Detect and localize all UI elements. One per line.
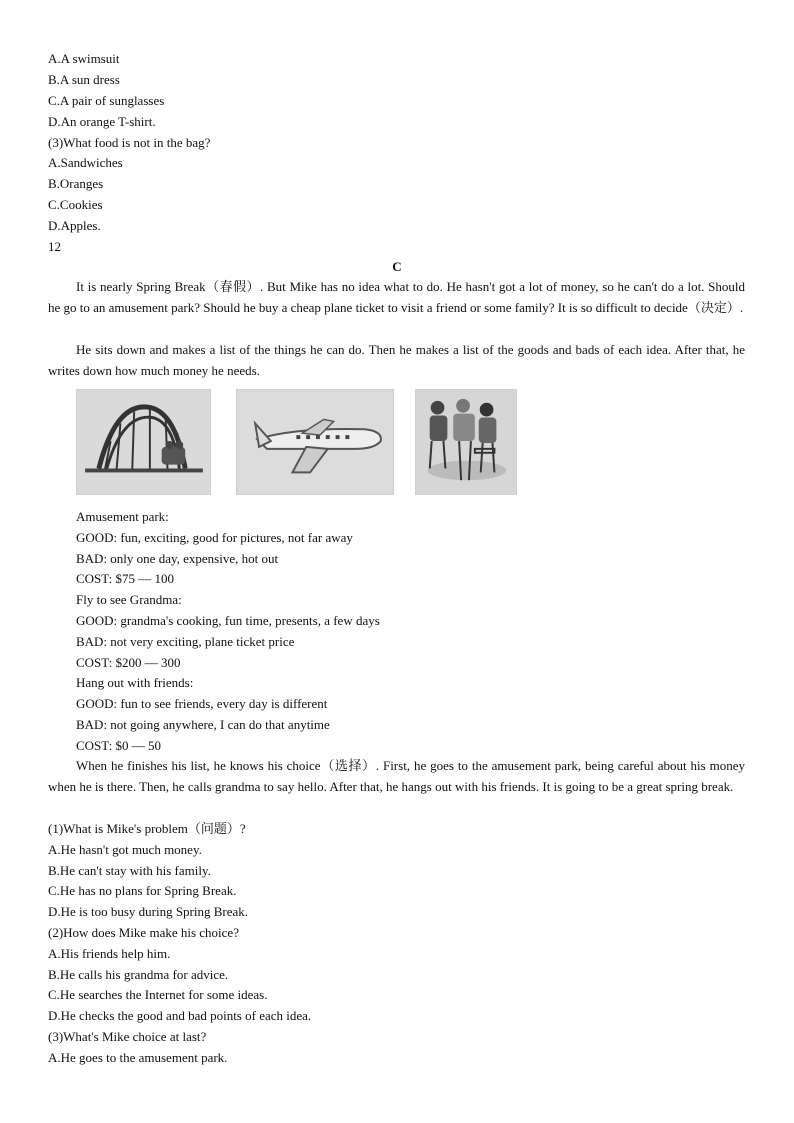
airplane-icon	[237, 390, 393, 494]
list-item: BAD: not very exciting, plane ticket price	[76, 634, 295, 649]
list-item: GOOD: fun, exciting, good for pictures, not far away	[76, 530, 353, 545]
option-line: C.He has no plans for Spring Break.	[48, 883, 237, 898]
option-line: B.Oranges	[48, 176, 104, 191]
roller-coaster-icon	[77, 390, 210, 494]
option-line: C.A pair of sunglasses	[48, 93, 165, 108]
question-text: (2)How does Mike make his choice?	[48, 925, 239, 940]
option-line: D.Apples.	[48, 218, 101, 233]
question-text: (3)What's Mike choice at last?	[48, 1029, 207, 1044]
passage-paragraph-2: He sits down and makes a list of the things he can do. Then he makes a list of the goods and bads of each idea. After that, he writes down how much money he needs.	[48, 342, 745, 378]
list-item: BAD: not going anywhere, I can do that anytime	[76, 717, 330, 732]
question-text: (1)What is Mike's problem（问题）?	[48, 821, 246, 836]
airplane-image	[236, 389, 394, 495]
item-number: 12	[48, 239, 61, 254]
option-line: A.Sandwiches	[48, 155, 123, 170]
question-text: (3)What food is not in the bag?	[48, 135, 211, 150]
option-line: D.An orange T-shirt.	[48, 114, 156, 129]
list-item: Hang out with friends:	[76, 675, 194, 690]
option-line: D.He is too busy during Spring Break.	[48, 904, 249, 919]
list-item: BAD: only one day, expensive, hot out	[76, 551, 279, 566]
friends-image	[415, 389, 517, 495]
option-line: C.He searches the Internet for some ideas.	[48, 987, 268, 1002]
option-line: D.He checks the good and bad points of each idea.	[48, 1008, 312, 1023]
list-item: COST: $200 — 300	[76, 655, 181, 670]
passage-paragraph-1: It is nearly Spring Break（春假）. But Mike has no idea what to do. He hasn't got a lot of money, so he can't do a lot. Should he go to an amusement park? Should he buy a cheap plane ticket to visit a friend or some family? It is so difficult to decide（决定）.	[48, 279, 745, 315]
roller-coaster-image	[76, 389, 211, 495]
section-heading: C	[392, 259, 402, 274]
option-line: B.A sun dress	[48, 72, 120, 87]
option-line: A.He hasn't got much money.	[48, 842, 202, 857]
option-line: C.Cookies	[48, 197, 103, 212]
friends-icon	[416, 390, 516, 494]
list-item: Amusement park:	[76, 509, 169, 524]
option-line: A.His friends help him.	[48, 946, 171, 961]
list-item: COST: $75 — 100	[76, 571, 174, 586]
list-item: COST: $0 — 50	[76, 738, 161, 753]
option-line: B.He calls his grandma for advice.	[48, 967, 229, 982]
list-item: Fly to see Grandma:	[76, 592, 182, 607]
option-line: A.He goes to the amusement park.	[48, 1050, 228, 1065]
list-item: GOOD: grandma's cooking, fun time, presents, a few days	[76, 613, 380, 628]
option-line: B.He can't stay with his family.	[48, 863, 211, 878]
option-line: A.A swimsuit	[48, 51, 120, 66]
list-item: GOOD: fun to see friends, every day is different	[76, 696, 328, 711]
passage-paragraph-3: When he finishes his list, he knows his choice（选择）. First, he goes to the amusement park, being careful about his money when he is there. Then, he calls grandma to say hello. After that, he hangs out with his friends. It is going to be a great spring break.	[48, 758, 745, 794]
